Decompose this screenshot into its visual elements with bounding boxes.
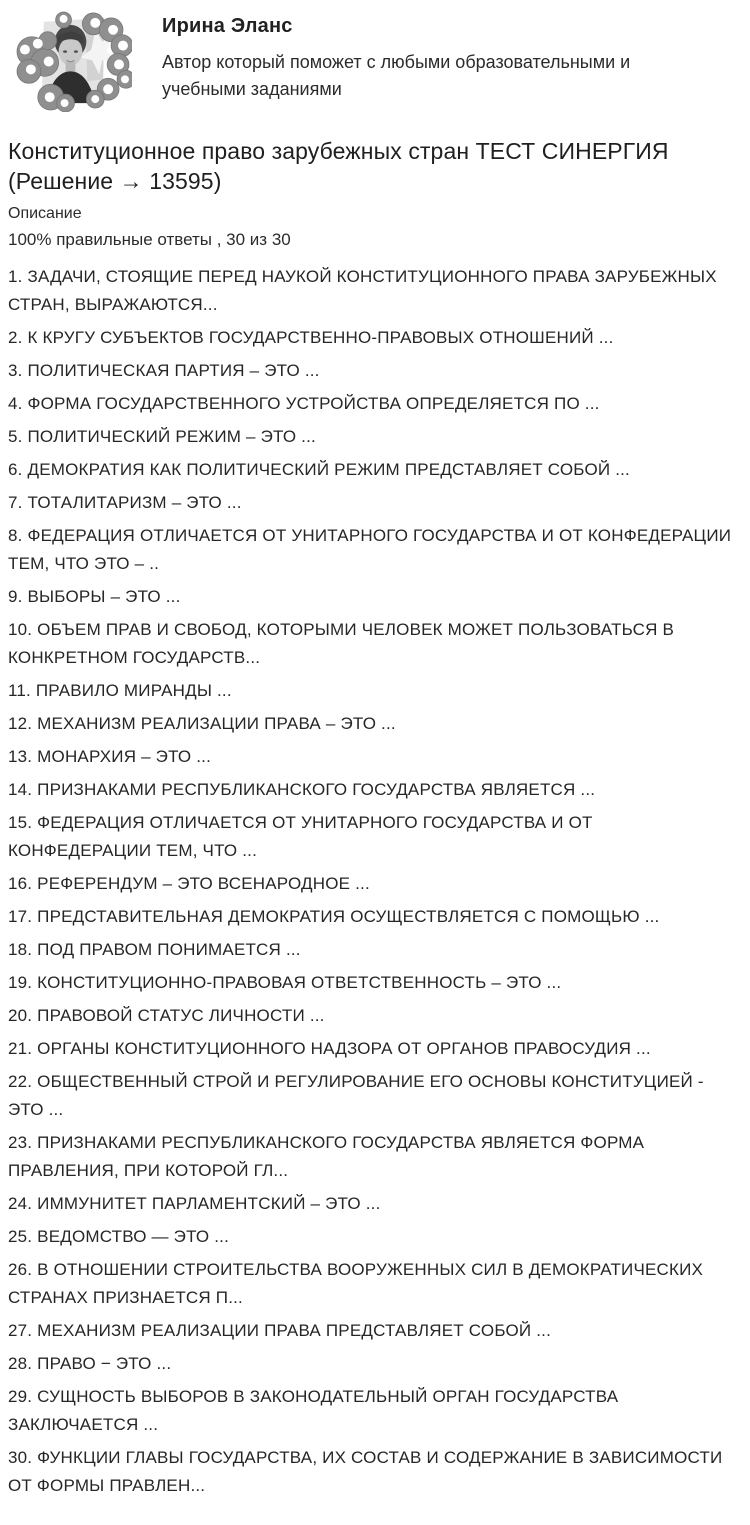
question-item: 30. ФУНКЦИИ ГЛАВЫ ГОСУДАРСТВА, ИХ СОСТАВ И СОДЕРЖАНИЕ В ЗАВИСИМОСТИ ОТ ФОРМЫ ПРАВЛЕН... — [8, 1448, 723, 1495]
question-item: 1. ЗАДАЧИ, СТОЯЩИЕ ПЕРЕД НАУКОЙ КОНСТИТУЦИОННОГО ПРАВА ЗАРУБЕЖНЫХ СТРАН, ВЫРАЖАЮТСЯ... — [8, 267, 717, 314]
question-item: 5. ПОЛИТИЧЕСКИЙ РЕЖИМ – ЭТО ... — [8, 427, 316, 446]
description-value: 100% правильные ответы , 30 из 30 — [8, 230, 291, 249]
question-list — [8, 263, 740, 1500]
question-item: 7. ТОТАЛИТАРИЗМ – ЭТО ... — [8, 493, 242, 512]
author-avatar[interactable] — [8, 8, 132, 112]
question-item: 25. ВЕДОМСТВО — ЭТО ... — [8, 1227, 230, 1246]
question-item: 14. ПРИЗНАКАМИ РЕСПУБЛИКАНСКОГО ГОСУДАРСТВА ЯВЛЯЕТСЯ ... — [8, 780, 596, 799]
author-avatar-image — [8, 8, 132, 112]
page-title: Конституционное право зарубежных стран ТЕСТ СИНЕРГИЯ (Решение → 13595) — [8, 138, 669, 194]
question-item: 24. ИММУНИТЕТ ПАРЛАМЕНТСКИЙ – ЭТО ... — [8, 1194, 381, 1213]
question-item: 17. ПРЕДСТАВИТЕЛЬНАЯ ДЕМОКРАТИЯ ОСУЩЕСТВЛЯЕТСЯ С ПОМОЩЬЮ ... — [8, 907, 660, 926]
description-label: Описание — [8, 205, 82, 222]
question-item: 10. ОБЪЕМ ПРАВ И СВОБОД, КОТОРЫМИ ЧЕЛОВЕК МОЖЕТ ПОЛЬЗОВАТЬСЯ В КОНКРЕТНОМ ГОСУДАРСТВ... — [8, 620, 675, 667]
question-item: 9. ВЫБОРЫ – ЭТО ... — [8, 587, 181, 606]
question-item: 6. ДЕМОКРАТИЯ КАК ПОЛИТИЧЕСКИЙ РЕЖИМ ПРЕДСТАВЛЯЕТ СОБОЙ ... — [8, 460, 630, 479]
question-item: 19. КОНСТИТУЦИОННО-ПРАВОВАЯ ОТВЕТСТВЕННОСТЬ – ЭТО ... — [8, 973, 562, 992]
question-item: 2. К КРУГУ СУБЪЕКТОВ ГОСУДАРСТВЕННО-ПРАВОВЫХ ОТНОШЕНИЙ ... — [8, 328, 614, 347]
question-item: 20. ПРАВОВОЙ СТАТУС ЛИЧНОСТИ ... — [8, 1006, 325, 1025]
question-item: 22. ОБЩЕСТВЕННЫЙ СТРОЙ И РЕГУЛИРОВАНИЕ ЕГО ОСНОВЫ КОНСТИТУЦИЕЙ - ЭТО ... — [8, 1072, 704, 1119]
question-item: 26. В ОТНОШЕНИИ СТРОИТЕЛЬСТВА ВООРУЖЕННЫХ СИЛ В ДЕМОКРАТИЧЕСКИХ СТРАНАХ ПРИЗНАЕТСЯ П... — [8, 1260, 704, 1307]
question-item: 27. МЕХАНИЗМ РЕАЛИЗАЦИИ ПРАВА ПРЕДСТАВЛЯЕТ СОБОЙ ... — [8, 1321, 552, 1340]
question-item: 21. ОРГАНЫ КОНСТИТУЦИОННОГО НАДЗОРА ОТ ОРГАНОВ ПРАВОСУДИЯ ... — [8, 1039, 651, 1058]
author-header — [8, 8, 740, 112]
question-item: 3. ПОЛИТИЧЕСКАЯ ПАРТИЯ – ЭТО ... — [8, 361, 320, 380]
question-item: 11. ПРАВИЛО МИРАНДЫ ... — [8, 681, 232, 700]
author-name[interactable]: Ирина Эланс — [162, 15, 293, 37]
question-item: 12. МЕХАНИЗМ РЕАЛИЗАЦИИ ПРАВА – ЭТО ... — [8, 714, 396, 733]
question-item: 29. СУЩНОСТЬ ВЫБОРОВ В ЗАКОНОДАТЕЛЬНЫЙ ОРГАН ГОСУДАРСТВА ЗАКЛЮЧАЕТСЯ ... — [8, 1387, 619, 1434]
question-item: 13. МОНАРХИЯ – ЭТО ... — [8, 747, 212, 766]
question-item: 28. ПРАВО − ЭТО ... — [8, 1354, 172, 1373]
question-item: 23. ПРИЗНАКАМИ РЕСПУБЛИКАНСКОГО ГОСУДАРСТВА ЯВЛЯЕТСЯ ФОРМА ПРАВЛЕНИЯ, ПРИ КОТОРОЙ ГЛ... — [8, 1133, 645, 1180]
author-description: Автор который поможет с любыми образовательными и учебными заданиями — [162, 52, 631, 99]
question-item: 8. ФЕДЕРАЦИЯ ОТЛИЧАЕТСЯ ОТ УНИТАРНОГО ГОСУДАРСТВА И ОТ КОНФЕДЕРАЦИИ ТЕМ, ЧТО ЭТО – .. — [8, 526, 732, 573]
question-item: 4. ФОРМА ГОСУДАРСТВЕННОГО УСТРОЙСТВА ОПРЕДЕЛЯЕТСЯ ПО ... — [8, 394, 600, 413]
author-info — [162, 8, 712, 103]
question-item: 16. РЕФЕРЕНДУМ – ЭТО ВСЕНАРОДНОЕ ... — [8, 874, 370, 893]
question-item: 18. ПОД ПРАВОМ ПОНИМАЕТСЯ ... — [8, 940, 301, 959]
question-item: 15. ФЕДЕРАЦИЯ ОТЛИЧАЕТСЯ ОТ УНИТАРНОГО ГОСУДАРСТВА И ОТ КОНФЕДЕРАЦИИ ТЕМ, ЧТО ... — [8, 813, 593, 860]
